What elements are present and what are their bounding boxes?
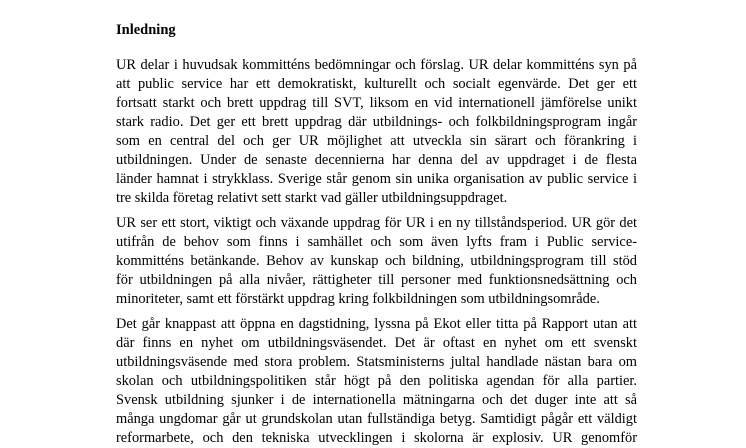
paragraph-line: där finns en nyhet om utbildningsväsendet. Det är oftast en nyhet om ett svenskt [116,335,637,351]
paragraph-line: kommitténs betänkande. Behov av kunskap och bildning, utbildningsprogram till stöd [116,253,637,269]
paragraph-line: utbildningen. Under de senaste decennierna har denna del av uppdraget i de flesta [116,152,637,168]
paragraph-line: utifrån de behov som finns i samhället och som även lyfts fram i Public service- [116,234,637,250]
paragraph-line: Svensk utbildning sjunker i de internationella mätningarna och det duger inte att så [116,392,637,408]
paragraph-line: Det går knappast att öppna en dagstidning, lyssna på Ekot eller titta på Rapport utan att [116,316,637,332]
paragraph-line: fortsatt starkt och brett uppdrag till SVT, liksom en vid internationell jämförelse unikt [116,95,637,111]
paragraph-line: som en central del och ger UR möjlighet att utveckla sin särart och förankring i [116,133,637,149]
paragraph-line: UR ser ett stort, viktigt och växande uppdrag för UR i en ny tillståndsperiod. UR gör det [116,215,637,231]
paragraph-line: många ungdomar går ut grundskolan utan fullständiga betyg. Samtidigt pågår ett väldigt [116,411,637,427]
section-heading: Inledning [116,22,176,38]
paragraph-line: tre skilda företag relativt sett starkt vad gäller utbildningsuppdraget. [116,190,508,206]
paragraph-line: skolan och utbildningspolitiken står högt på den politiska agendan för alla partier. [116,373,637,389]
paragraph-line: minoriteter, samt ett förstärkt uppdrag kring folkbildningen som utbildningsområde. [116,291,600,307]
paragraph-line: att public service har ett demokratiskt, kulturellt och socialt egenvärde. Det ger ett [116,76,637,92]
paragraph-line: länder hamnat i strykklass. Sverige står genom sin unika organisation av public service i [116,171,637,187]
paragraph-line: UR delar i huvudsak kommitténs bedömningar och förslag. UR delar kommitténs syn på [116,57,637,73]
paragraph-line: för utbildningen på alla nivåer, rättigheter till personer med funktionsnedsättning och [116,272,637,288]
paragraph-line: reformarbete, och den tekniska utvecklingen i skolorna är explosiv. UR genomför [116,430,637,446]
paragraph-line: stark radio. Det ger ett brett uppdrag där utbildnings- och folkbildningsprogram ingår [116,114,637,130]
paragraph-line: utbildningsväsende med stora problem. Statsministerns jultal handlade nästan bara om [116,354,637,370]
